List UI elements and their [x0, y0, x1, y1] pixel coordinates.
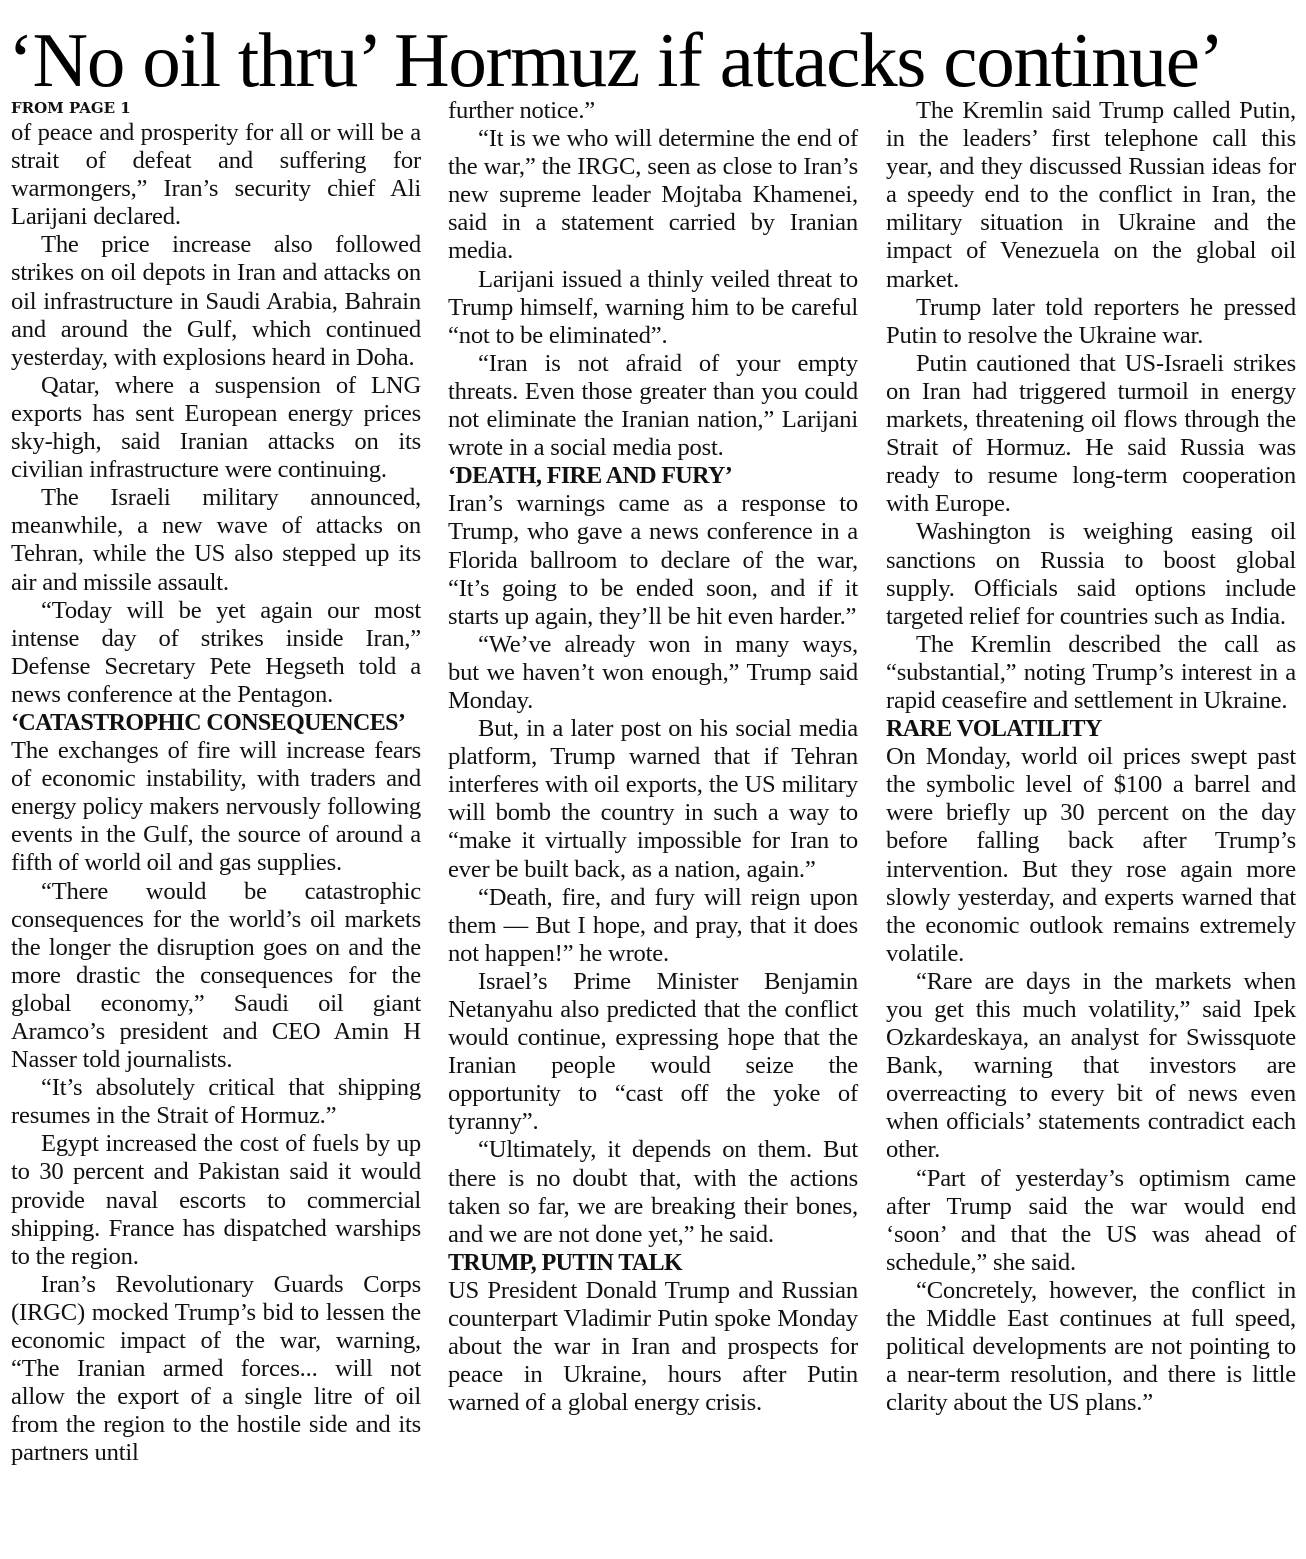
- paragraph: Putin cautioned that US-Israeli strikes on Iran had triggered turmoil in energy markets, threatening oil flows through the Strait of Hormuz. He said Russia was ready to resume long-term cooperation with Europe.: [886, 349, 1296, 518]
- paragraph: Iran’s Revolutionary Guards Corps (IRGC) mocked Trump’s bid to lessen the economic impact of the war, warning, “The Iranian armed forces... will not allow the export of a single litre of oil from the region to the hostile side and its partners until: [11, 1270, 421, 1467]
- paragraph: “It is we who will determine the end of the war,” the IRGC, seen as close to Iran’s new supreme leader Mojtaba Khamenei, said in a statement carried by Iranian media.: [448, 125, 858, 265]
- subhead-catastrophic-consequences: ‘CATASTROPHIC CONSEQUENCES’: [11, 709, 406, 736]
- paragraph: Larijani issued a thinly veiled threat to Trump himself, warning him to be careful “not to be eliminated”.: [448, 265, 858, 349]
- paragraph: “Part of yesterday’s optimism came after Trump said the war would end ‘soon’ and that the US was ahead of schedule,” she said.: [886, 1164, 1296, 1276]
- from-page-kicker: FROM PAGE 1: [11, 99, 131, 117]
- paragraph: Israel’s Prime Minister Benjamin Netanyahu also predicted that the conflict would continue, expressing hope that the Iranian people would seize the opportunity to “cast off the yoke of tyranny”.: [448, 967, 858, 1136]
- subhead-rare-volatility: RARE VOLATILITY: [886, 716, 1102, 743]
- article-column-1: [11, 97, 421, 1468]
- paragraph: “Concretely, however, the conflict in the Middle East continues at full speed, political developments are not pointing to a near-term resolution, and there is little clarity about the US plans.”: [886, 1276, 1296, 1417]
- paragraph: The exchanges of fire will increase fears of economic instability, with traders and energy policy makers nervously following events in the Gulf, the source of around a fifth of world oil and gas supplies.: [11, 737, 421, 877]
- headline: ‘No oil thru’ Hormuz if attacks continue’: [8, 17, 1224, 103]
- paragraph: Egypt increased the cost of fuels by up to 30 percent and Pakistan said it would provide naval escorts to commercial shipping. France has dispatched warships to the region.: [11, 1130, 421, 1270]
- paragraph: Qatar, where a suspension of LNG exports has sent European energy prices sky-high, said Iranian attacks on its civilian infrastructure were continuing.: [11, 371, 421, 484]
- paragraph: “Iran is not afraid of your empty threats. Even those greater than you could not eliminate the Iranian nation,” Larijani wrote in a social media post.: [448, 349, 858, 462]
- subhead-trump-putin-talk: TRUMP, PUTIN TALK: [448, 1249, 683, 1276]
- paragraph: “Death, fire, and fury will reign upon them — But I hope, and pray, that it does not happen!” he wrote.: [448, 883, 858, 967]
- paragraph: But, in a later post on his social media platform, Trump warned that if Tehran interferes with oil exports, the US military will bomb the country in such a way to “make it virtually impossible for Iran to ever be built back, as a nation, again.”: [448, 715, 858, 883]
- paragraph: “Ultimately, it depends on them. But there is no doubt that, with the actions taken so far, we are breaking their bones, and we are not done yet,” he said.: [448, 1136, 858, 1248]
- paragraph: Trump later told reporters he pressed Putin to resolve the Ukraine war.: [886, 293, 1296, 349]
- paragraph: “It’s absolutely critical that shipping resumes in the Strait of Hormuz.”: [11, 1074, 421, 1130]
- paragraph: “Rare are days in the markets when you get this much volatility,” said Ipek Ozkardeskaya, an analyst for Swissquote Bank, warning that investors are overreacting to every bit of news even when officials’ statements contradict each other.: [886, 967, 1296, 1164]
- paragraph: of peace and prosperity for all or will be a strait of defeat and suffering for warmongers,” Iran’s security chief Ali Larijani declared.: [11, 119, 421, 231]
- paragraph: further notice.”: [448, 97, 596, 124]
- subhead-death-fire-fury: ‘DEATH, FIRE AND FURY’: [448, 463, 733, 490]
- paragraph: Washington is weighing easing oil sanctions on Russia to boost global supply. Officials said options include targeted relief for countries such as India.: [886, 518, 1296, 630]
- paragraph: “There would be catastrophic consequences for the world’s oil markets the longer the disruption goes on and the more drastic the consequences for the global economy,” Saudi oil giant Aramco’s president and CEO Amin H Nasser told journalists.: [11, 877, 421, 1074]
- paragraph: The Kremlin said Trump called Putin, in the leaders’ first telephone call this year, and they discussed Russian ideas for a speedy end to the conflict in Iran, the military situation in Ukraine and the impact of Venezuela on the global oil market.: [886, 97, 1296, 293]
- paragraph: “We’ve already won in many ways, but we haven’t won enough,” Trump said Monday.: [448, 630, 858, 714]
- paragraph: Iran’s warnings came as a response to Trump, who gave a news conference in a Florida ballroom to declare of the war, “It’s going to be ended soon, and if it starts up again, they’ll be hit even harder.”: [448, 490, 858, 630]
- paragraph: “Today will be yet again our most intense day of strikes inside Iran,” Defense Secretary Pete Hegseth told a news conference at the Pentagon.: [11, 596, 421, 708]
- paragraph: The Israeli military announced, meanwhile, a new wave of attacks on Tehran, while the US also stepped up its air and missile assault.: [11, 484, 421, 596]
- paragraph: The Kremlin described the call as “substantial,” noting Trump’s interest in a rapid ceasefire and settlement in Ukraine.: [886, 630, 1296, 714]
- paragraph: On Monday, world oil prices swept past the symbolic level of $100 a barrel and were briefly up 30 percent on the day before falling back after Trump’s intervention. But they rose again more slowly yesterday, and experts warned that the economic outlook remains extremely volatile.: [886, 743, 1296, 967]
- article-column-2: [448, 97, 858, 1417]
- paragraph: The price increase also followed strikes on oil depots in Iran and attacks on oil infrastructure in Saudi Arabia, Bahrain and around the Gulf, which continued yesterday, with explosions heard in Doha.: [11, 231, 421, 371]
- article-column-3: [886, 97, 1296, 1417]
- paragraph: US President Donald Trump and Russian counterpart Vladimir Putin spoke Monday about the war in Iran and prospects for peace in Ukraine, hours after Putin warned of a global energy crisis.: [448, 1276, 858, 1417]
